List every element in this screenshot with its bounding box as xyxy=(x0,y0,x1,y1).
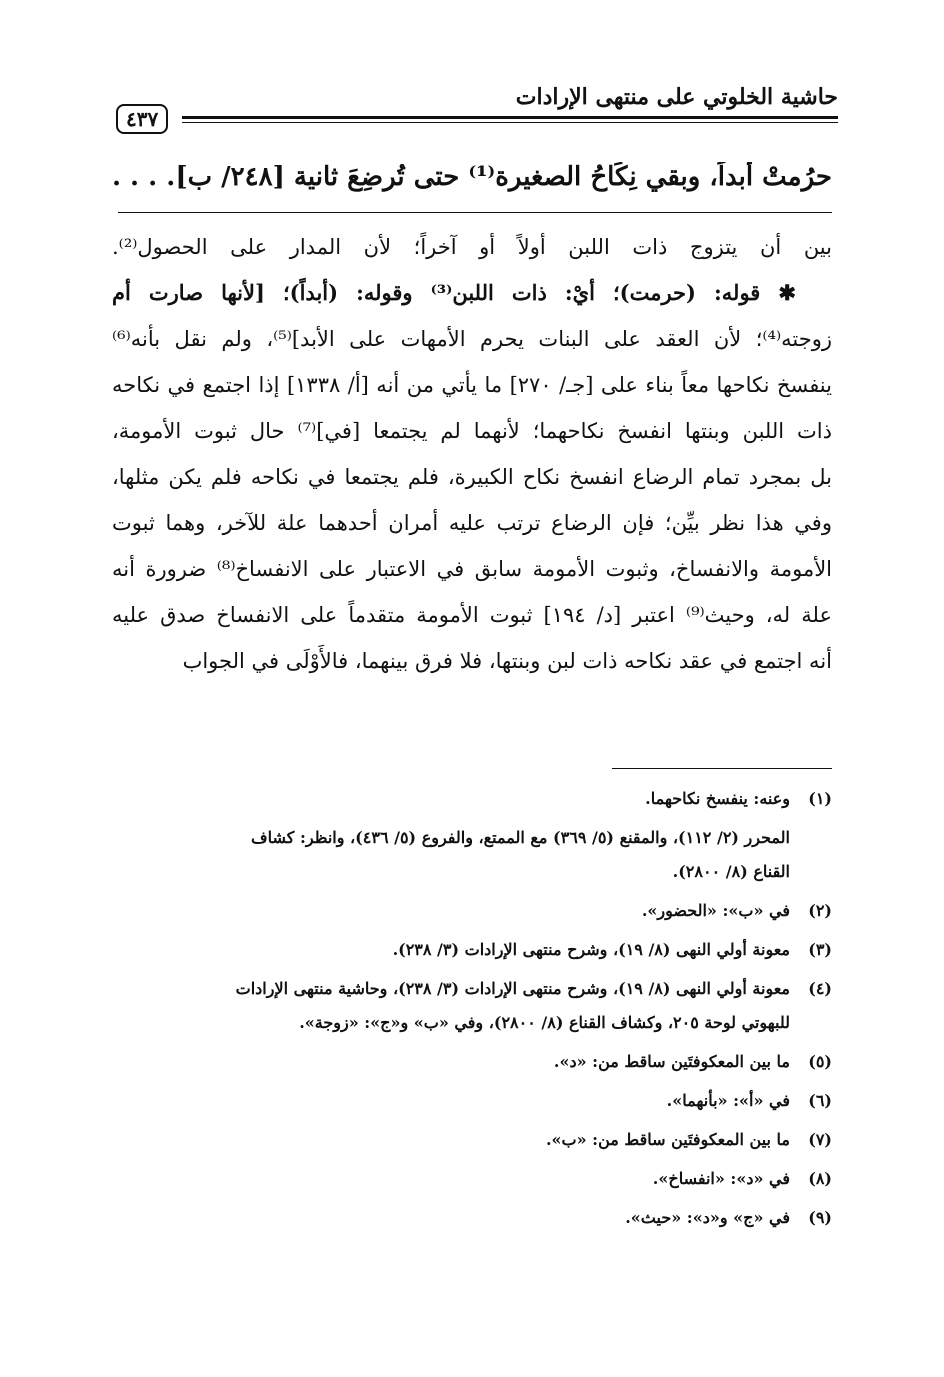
body-line: بين أن يتزوج ذات اللبن أولاً أو آخراً؛ لأن المدار على الحصول⁽²⁾. xyxy=(112,235,832,259)
body-line: زوجته⁽⁴⁾؛ لأن العقد على البنات يحرم الأمهات على الأبد]⁽⁵⁾، ولم نقل بأنه⁽⁶⁾ xyxy=(112,327,832,351)
footnote xyxy=(112,972,832,1040)
body-line: ذات اللبن وبنتها انفسخ نكاحهما؛ لأنهما لم يجتمعا [في]⁽⁷⁾ حال ثبوت الأمومة، xyxy=(112,419,832,443)
footnote-line: ما بين المعكوفتَين ساقط من: «ب». xyxy=(545,1130,790,1149)
footnote-line: معونة أولي النهى (٨/ ١٩)، وشرح منتهى الإرادات (٣/ ٢٣٨)، وحاشية منتهى الإرادات xyxy=(235,979,790,998)
footnote-text xyxy=(112,821,790,889)
footnote-number: (٦) xyxy=(808,1091,832,1110)
footnote-continuation xyxy=(112,821,832,889)
footnote-text xyxy=(112,1162,790,1196)
running-title: حاشية الخلوتي على منتهى الإرادات xyxy=(515,84,838,110)
footnote-number: (٤) xyxy=(808,979,832,998)
footnote-number: (٣) xyxy=(808,940,832,959)
footnote xyxy=(112,933,832,967)
footnote-line: وعنه: ينفسخ نكاحهما. xyxy=(645,789,790,808)
footnote-line: في «ج» و«د»: «حيث». xyxy=(625,1208,790,1227)
body-line: ينفسخ نكاحها معاً بناء على [جـ/ ٢٧٠] ما يأتي من أنه [أ/ ١٣٣٨] إذا اجتمع في نكاحه xyxy=(112,373,832,397)
footnote-text xyxy=(112,933,790,967)
footnotes xyxy=(112,782,832,1240)
body-line: ✱ قوله: (حرمت)؛ أيْ: ذات اللبن⁽³⁾ وقوله: (أبداً)؛ [لأنها صارت أم xyxy=(112,280,796,305)
page-header xyxy=(108,80,838,131)
footnote-text xyxy=(112,782,790,816)
footnote-number: (٨) xyxy=(808,1169,832,1188)
footnote-text xyxy=(112,1084,790,1118)
footnote xyxy=(112,894,832,928)
body-line: بل بمجرد تمام الرضاع انفسخ نكاح الكبيرة، فلم يجتمعا في نكاحه فلم يكن مثلها، xyxy=(112,465,832,489)
header-rule-thin xyxy=(182,122,838,123)
footnote-text xyxy=(112,972,790,1040)
footnote xyxy=(112,1084,832,1118)
footnote xyxy=(112,1123,832,1157)
footnote-number: (١) xyxy=(808,789,832,808)
page-number: ٤٣٧ xyxy=(116,104,168,134)
footnote-line: في «أ»: «بأنهما». xyxy=(666,1091,790,1110)
footnote-line: ما بين المعكوفتَين ساقط من: «د». xyxy=(553,1052,790,1071)
body-line: أنه اجتمع في عقد نكاحه ذات لبن وبنتها، فلا فرق بينهما، فالأَوْلَى في الجواب xyxy=(182,649,832,673)
footnote-text xyxy=(112,1123,790,1157)
footnote xyxy=(112,1045,832,1079)
body-line: علة له، وحيث⁽⁹⁾ اعتبر [د/ ١٩٤] ثبوت الأمومة متقدماً على الانفساخ صدق عليه xyxy=(112,603,832,627)
body-line: وفي هذا نظر بيِّن؛ فإن الرضاع ترتب عليه أمران أحدهما علة للآخر، وهما ثبوت xyxy=(112,511,832,535)
footnote-line: في «د»: «انفساخ». xyxy=(652,1169,790,1188)
footnote xyxy=(112,1162,832,1196)
footnote-line: المحرر (٢/ ١١٢)، والمقنع (٥/ ٣٦٩) مع الممتع، والفروع (٥/ ٤٣٦)، وانظر: كشاف xyxy=(251,828,790,847)
footnote-number: (٢) xyxy=(808,901,832,920)
matn-divider xyxy=(118,212,832,213)
footnote-divider xyxy=(612,768,832,769)
footnote xyxy=(112,1201,832,1235)
commentary-body xyxy=(112,224,832,684)
footnote-line: للبهوتي لوحة ٢٠٥، وكشاف القناع (٨/ ٢٨٠٠)، وفي «ب» و«ج»: «زوجة». xyxy=(299,1013,790,1032)
footnote-number: (٩) xyxy=(808,1208,832,1227)
footnote-line: في «ب»: «الحضور». xyxy=(641,901,790,920)
header-rule xyxy=(182,116,838,119)
footnote-text xyxy=(112,1201,790,1235)
footnote-line: معونة أولي النهى (٨/ ١٩)، وشرح منتهى الإرادات (٣/ ٢٣٨). xyxy=(392,940,790,959)
footnote-text xyxy=(112,1045,790,1079)
matn-text: حرُمتْ أبداً، وبقي نِكَاحُ الصغيرة⁽¹⁾ حتى تُرضِعَ ثانية [٢٤٨/ ب]. . . . xyxy=(112,162,832,192)
footnote xyxy=(112,782,832,816)
footnote-text xyxy=(112,894,790,928)
footnote-line: القناع (٨/ ٢٨٠٠). xyxy=(672,862,790,881)
footnote-number: (٥) xyxy=(808,1052,832,1071)
footnote-number: (٧) xyxy=(808,1130,832,1149)
body-line: الأمومة والانفساخ، وثبوت الأمومة سابق في الاعتبار على الانفساخ⁽⁸⁾ ضرورة أنه xyxy=(112,557,832,581)
